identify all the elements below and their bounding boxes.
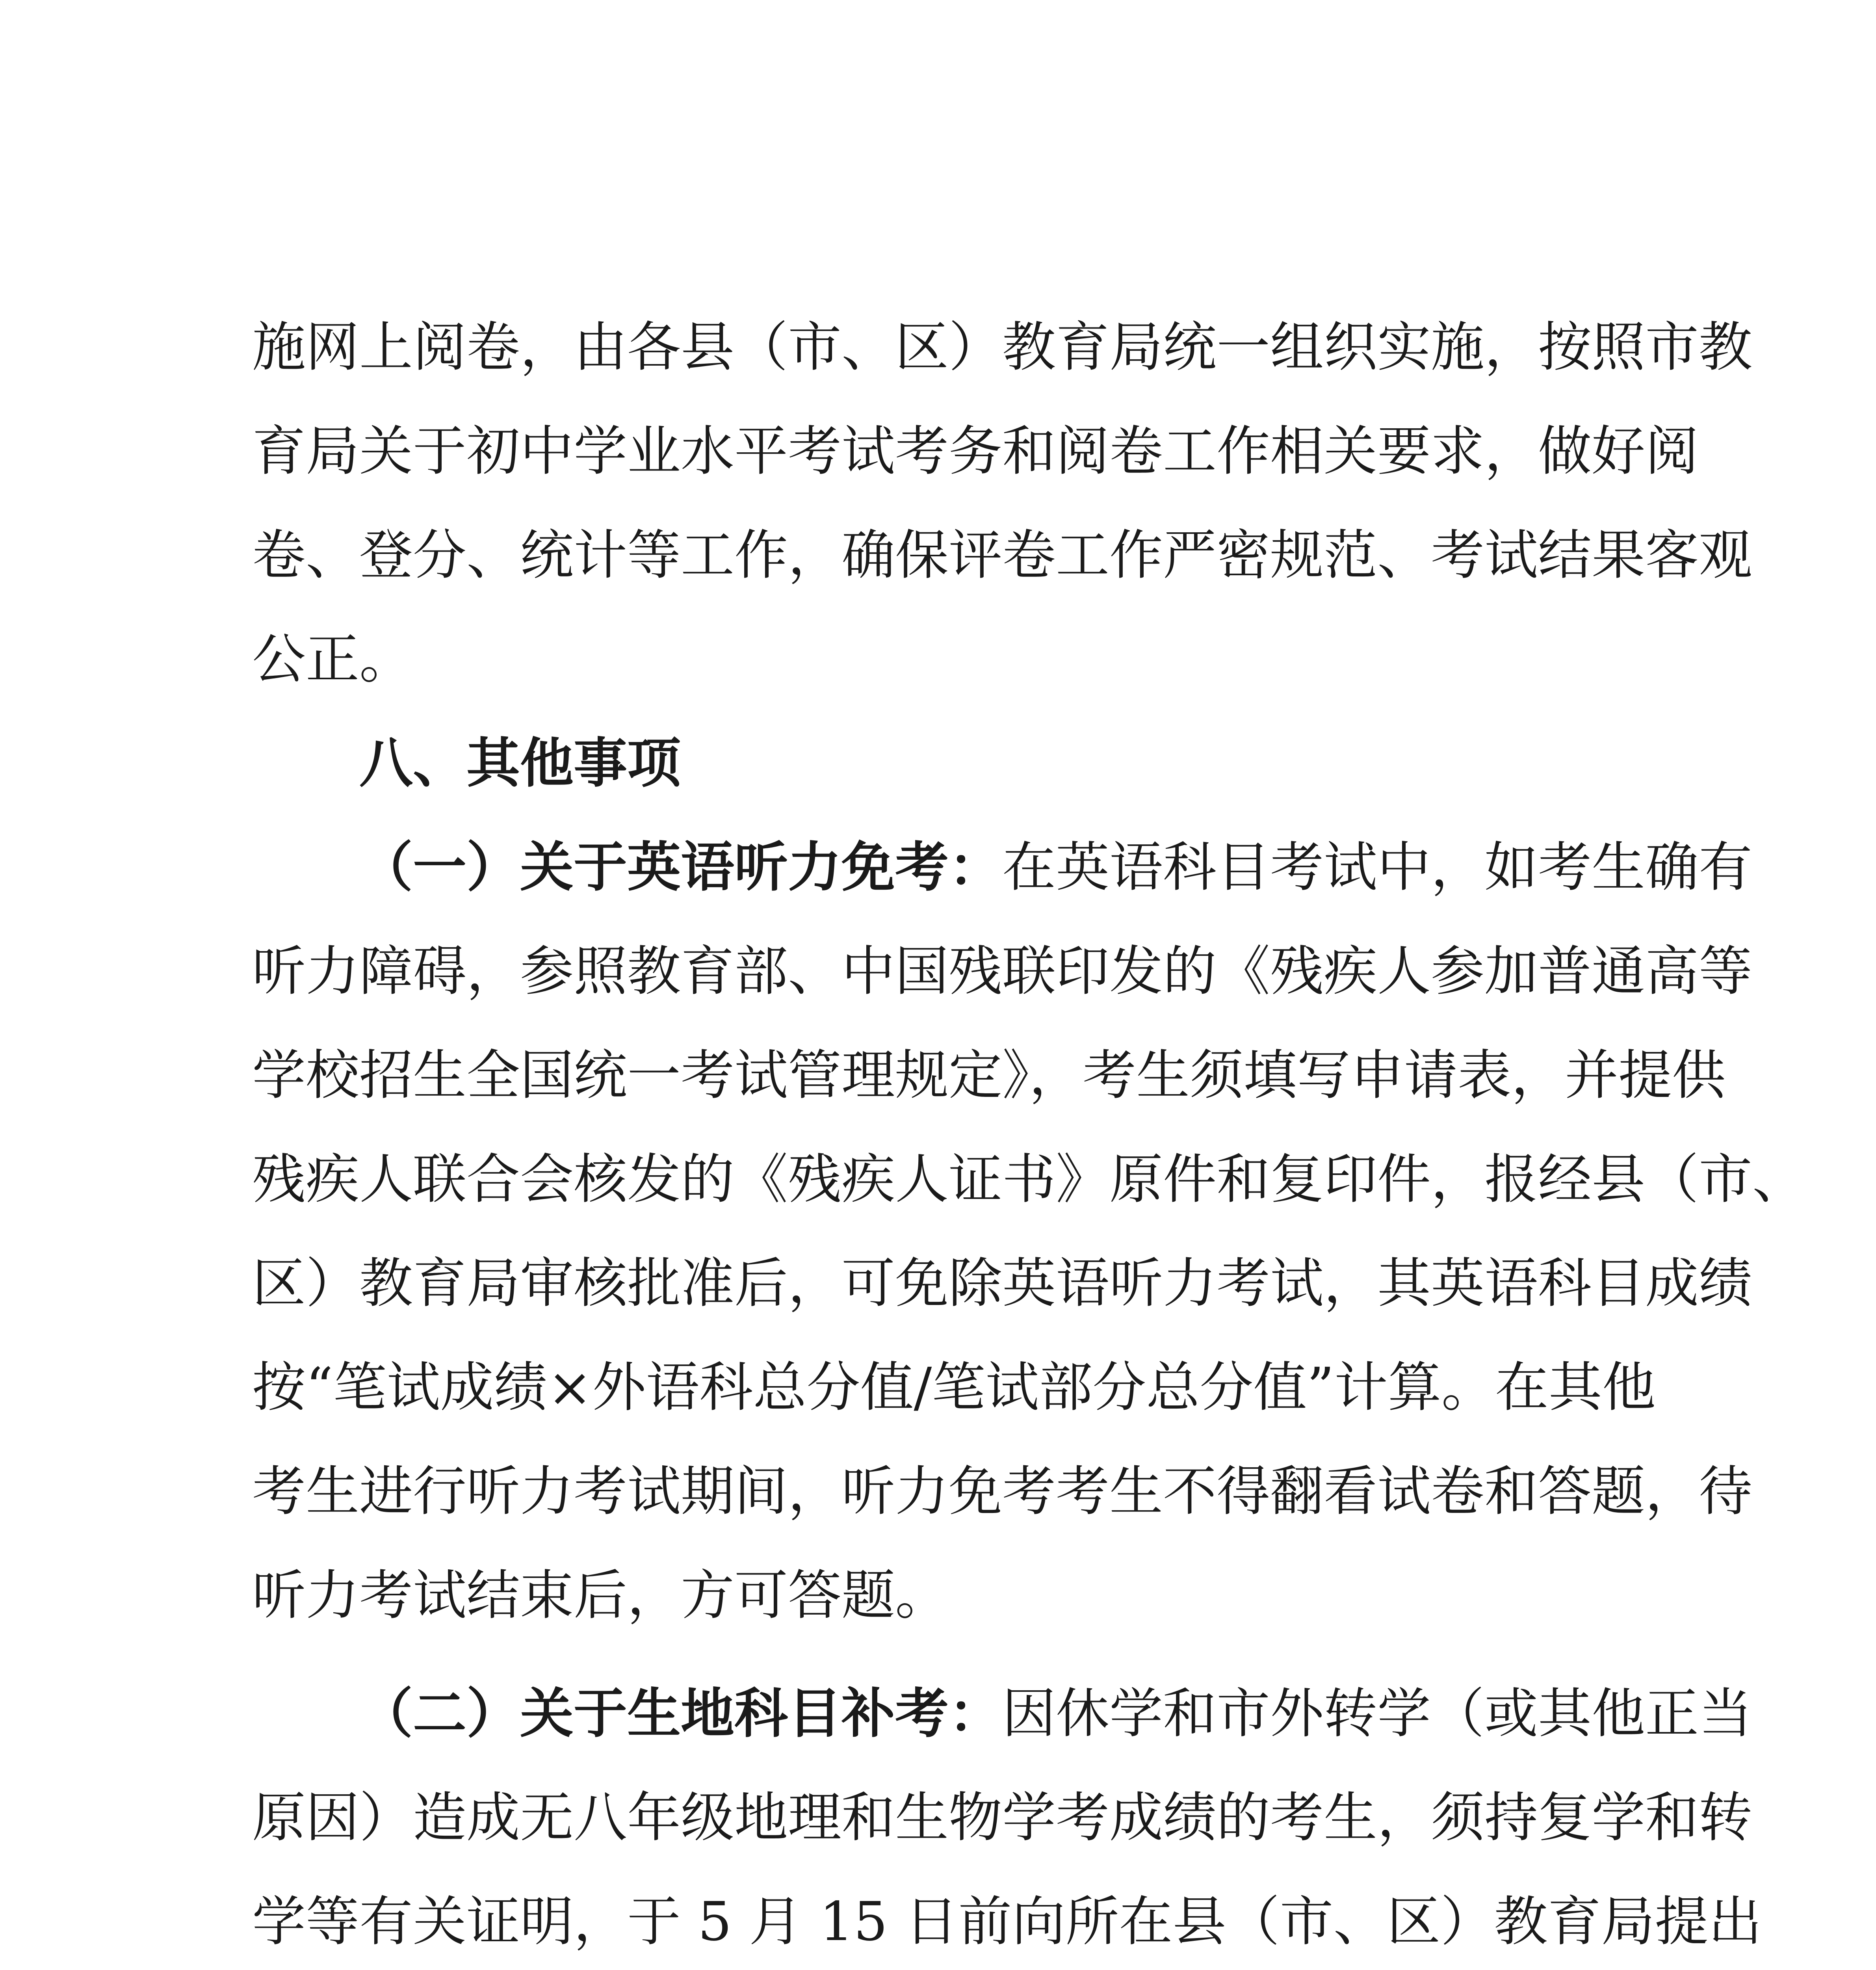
paragraph-line: 听力考试结束后，方可答题。 bbox=[252, 1565, 949, 1627]
paragraph-line: 施网上阅卷，由各县（市、区）教育局统一组织实施，按照市教 bbox=[252, 316, 1752, 379]
paragraph-line: 考生进行听力考试期间，听力免考考生不得翻看试卷和答题，待 bbox=[252, 1461, 1752, 1523]
document-body bbox=[252, 296, 1806, 1970]
paragraph-line: 育局关于初中学业水平考试考务和阅卷工作相关要求，做好阅 bbox=[252, 420, 1699, 483]
item-first-line bbox=[252, 816, 1752, 920]
section-heading: 八、其他事项 bbox=[359, 732, 681, 795]
item-text: 在英语科目考试中，如考生确有 bbox=[1002, 836, 1752, 899]
item-title: （一）关于英语听力免考： bbox=[359, 836, 1002, 899]
paragraph-line: 区）教育局审核批准后，可免除英语听力考试，其英语科目成绩 bbox=[252, 1253, 1752, 1315]
paragraph-line: 学等有关证明，于 5 月 15 日前向所在县（市、区）教育局提出 bbox=[252, 1891, 1762, 1953]
paragraph-line: 原因）造成无八年级地理和生物学考成绩的考生，须持复学和转 bbox=[252, 1787, 1752, 1849]
item-title: （二）关于生地科目补考： bbox=[359, 1683, 1002, 1745]
paragraph-gap bbox=[252, 1648, 1631, 1662]
paragraph-line: 残疾人联合会核发的《残疾人证书》原件和复印件，报经县（市、 bbox=[252, 1149, 1806, 1211]
paragraph-line: 学校招生全国统一考试管理规定》，考生须填写申请表，并提供 bbox=[252, 1044, 1726, 1107]
item-first-line bbox=[252, 1662, 1752, 1766]
paragraph-line: 卷、登分、统计等工作，确保评卷工作严密规范、考试结果客观 bbox=[252, 524, 1752, 587]
paragraph-line: 按“笔试成绩×外语科总分值/笔试部分总分值”计算。在其他 bbox=[252, 1357, 1656, 1419]
item-text: 因休学和市外转学（或其他正当 bbox=[1002, 1683, 1752, 1745]
paragraph-line: 公正。 bbox=[252, 628, 413, 691]
paragraph-line: 听力障碍，参照教育部、中国残联印发的《残疾人参加普通高等 bbox=[252, 940, 1752, 1003]
